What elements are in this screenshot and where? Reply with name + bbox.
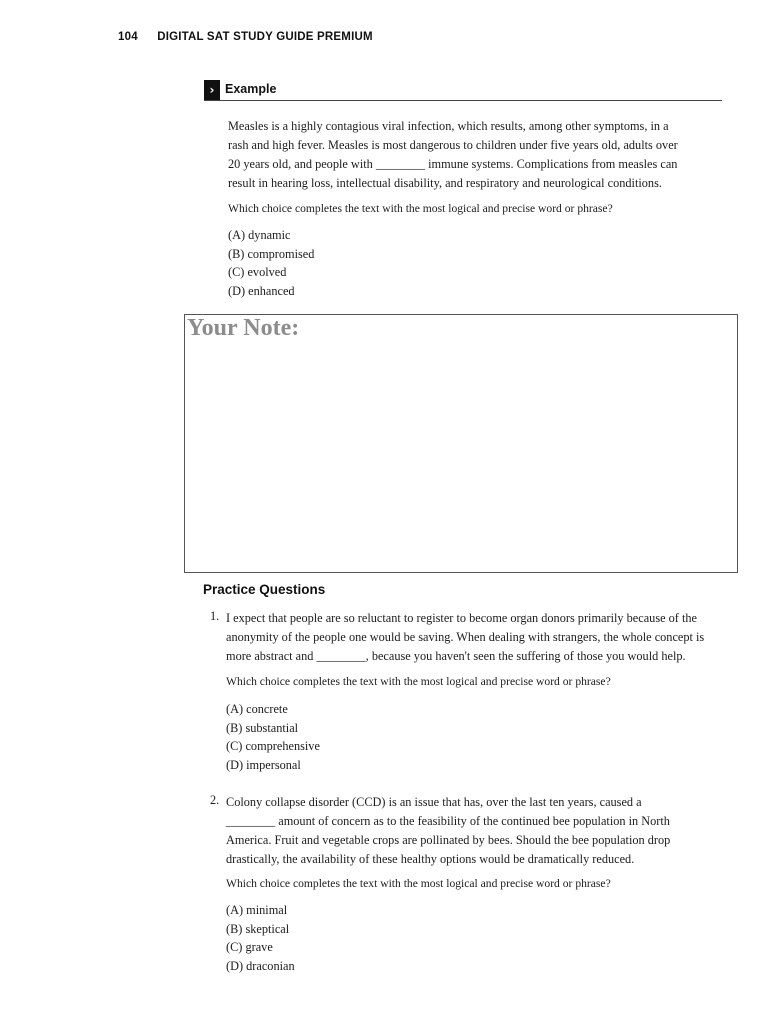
- example-prompt: Which choice completes the text with the most logical and precise word or phrase?: [228, 202, 613, 215]
- question-number: 2.: [210, 793, 220, 807]
- question-1-choices: [226, 700, 320, 775]
- page-header: [118, 31, 373, 43]
- example-heading: [204, 80, 722, 101]
- page-number: 104: [118, 31, 138, 43]
- passage-line: rash and high fever. Measles is most dangerous to children under five years old, adults over: [228, 138, 678, 152]
- choice-d: (D) draconian: [226, 959, 295, 974]
- passage-line: 20 years old, and people with ________ immune systems. Complications from measles can: [228, 157, 678, 171]
- passage-line: Measles is a highly contagious viral infection, which results, among other symptoms, in a: [228, 119, 669, 133]
- choice-d: (D) enhanced: [228, 284, 295, 299]
- choice-d: (D) impersonal: [226, 758, 301, 773]
- choice-b: (B) substantial: [226, 720, 299, 735]
- choice-c: (C) grave: [226, 940, 273, 955]
- passage-line: more abstract and ________, because you haven't seen the suffering of those you would help.: [226, 649, 686, 663]
- example-label: Example: [225, 82, 277, 96]
- note-box[interactable]: [184, 314, 738, 573]
- example-passage: [228, 117, 720, 193]
- passage-line: ________ amount of concern as to the feasibility of the continued bee population in North: [226, 814, 670, 828]
- book-title: DIGITAL SAT STUDY GUIDE PREMIUM: [157, 31, 373, 43]
- passage-line: Colony collapse disorder (CCD) is an issue that has, over the last ten years, caused a: [226, 795, 642, 809]
- passage-line: I expect that people are so reluctant to register to become organ donors primarily because of the: [226, 611, 697, 625]
- example-choices: [228, 226, 314, 301]
- passage-line: drastically, the availability of these healthy options would be dramatically reduced.: [226, 852, 635, 866]
- choice-b: (B) compromised: [228, 246, 315, 261]
- choice-b: (B) skeptical: [226, 921, 290, 936]
- question-number: 1.: [210, 609, 220, 623]
- choice-a: (A) minimal: [226, 903, 288, 917]
- choice-a: (A) concrete: [226, 702, 288, 716]
- passage-line: result in hearing loss, intellectual disability, and respiratory and neurological conditions.: [228, 176, 662, 190]
- question-2-choices: [226, 901, 295, 976]
- choice-c: (C) comprehensive: [226, 739, 320, 754]
- choice-a: (A) dynamic: [228, 228, 291, 242]
- question-1-prompt: Which choice completes the text with the most logical and precise word or phrase?: [226, 675, 611, 688]
- choice-c: (C) evolved: [228, 265, 287, 280]
- question-2-prompt: Which choice completes the text with the most logical and precise word or phrase?: [226, 877, 611, 890]
- passage-line: America. Fruit and vegetable crops are pollinated by bees. Should the bee population drop: [226, 833, 671, 847]
- chevron-right-icon: ›: [204, 80, 220, 100]
- note-title: Your Note:: [187, 315, 300, 341]
- passage-line: anonymity of the people one would be saving. When dealing with strangers, the whole concept is: [226, 630, 705, 644]
- question-1-passage: [226, 609, 718, 666]
- section-title: Practice Questions: [203, 582, 326, 597]
- question-2-passage: [226, 793, 718, 869]
